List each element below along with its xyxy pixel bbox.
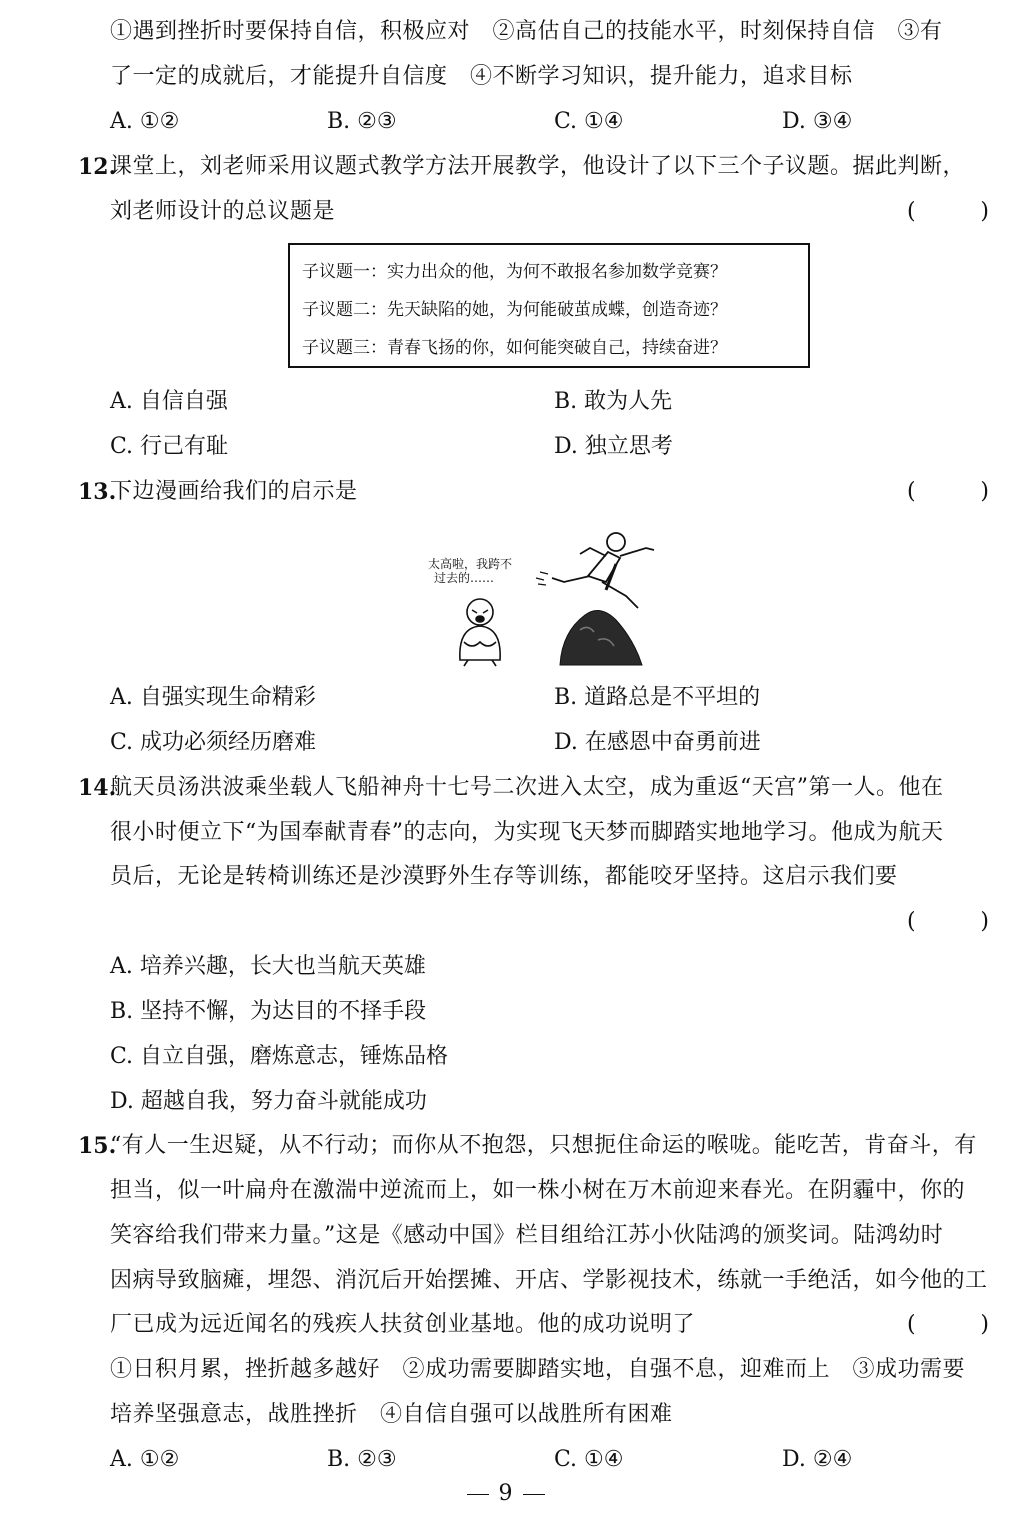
q15-statements-line-2: 培养坚强意志，战胜挫折 ④自信自强可以战胜所有困难: [110, 1402, 673, 1427]
footer-dash-right: [523, 1494, 545, 1495]
q13-option-d[interactable]: D. 在感恩中奋勇前进: [554, 730, 761, 755]
q11-option-a[interactable]: A. ①②: [110, 109, 180, 134]
q12-stem-line-2: 刘老师设计的总议题是: [110, 199, 336, 224]
q12-option-c[interactable]: C. 行己有耻: [110, 434, 229, 459]
q15-option-b[interactable]: B. ②③: [327, 1447, 397, 1472]
q14-stem-line-1: 航天员汤洪波乘坐载人飞船神舟十七号二次进入太空，成为重返“天宫”第一人。他在: [110, 775, 944, 800]
q11-statements-line-2: 了一定的成就后，才能提升自信度 ④不断学习知识，提升能力，追求目标: [110, 64, 853, 89]
q14-option-d[interactable]: D. 超越自我，努力奋斗就能成功: [110, 1089, 427, 1114]
paren-close: ): [980, 909, 989, 934]
q11-statements-line-1: ①遇到挫折时要保持自信，积极应对 ②高估自己的技能水平，时刻保持自信 ③有: [110, 19, 943, 44]
q14-stem-line-3: 员后，无论是转椅训练还是沙漠野外生存等训练，都能咬牙坚持。这启示我们要: [110, 864, 898, 889]
footer-dash-left: [467, 1494, 489, 1495]
page-footer: [0, 1481, 1011, 1506]
q11-option-b[interactable]: B. ②③: [327, 109, 397, 134]
q14-answer-blank[interactable]: [907, 907, 989, 937]
page-number: 9: [498, 1481, 513, 1506]
q15-stem-line-5: 厂已成为远近闻名的残疾人扶贫创业基地。他的成功说明了: [110, 1312, 696, 1337]
sub-topic-2: 子议题二：先天缺陷的她，为何能破茧成蝶，创造奇迹？: [302, 300, 727, 320]
sub-topic-3: 子议题三：青春飞扬的你，如何能突破自己，持续奋进？: [302, 338, 727, 358]
leaping-man-icon: [536, 533, 654, 608]
q15-stem-line-3: 笑容给我们带来力量。”这是《感动中国》栏目组给江苏小伙陆鸿的颁奖词。陆鸿幼时: [110, 1223, 944, 1248]
q12-answer-blank[interactable]: [907, 197, 989, 227]
q15-option-d[interactable]: D. ②④: [782, 1447, 853, 1472]
q11-option-c[interactable]: C. ①④: [554, 109, 624, 134]
cartoon-caption-1: 太高啦，我跨不: [428, 557, 513, 571]
cartoon-illustration: [420, 520, 680, 670]
q12-option-d[interactable]: D. 独立思考: [554, 434, 673, 459]
paren-close: ): [980, 1312, 989, 1337]
q15-answer-blank[interactable]: [907, 1310, 989, 1340]
paren-close: ): [980, 199, 989, 224]
paren-open: (: [907, 1312, 916, 1337]
q12-number: 12.: [78, 154, 117, 180]
paren-open: (: [907, 909, 916, 934]
q13-answer-blank[interactable]: [907, 477, 989, 507]
q11-option-d[interactable]: D. ③④: [782, 109, 853, 134]
cartoon-caption-2: 过去的……: [434, 571, 495, 585]
q15-number: 15.: [78, 1133, 117, 1159]
q13-stem: 下边漫画给我们的启示是: [110, 479, 358, 504]
q15-stem-line-2: 担当，似一叶扁舟在激湍中逆流而上，如一株小树在万木前迎来春光。在阴霾中，你的: [110, 1178, 966, 1203]
q14-option-c[interactable]: C. 自立自强，磨炼意志，锤炼品格: [110, 1044, 449, 1069]
q14-number: 14.: [78, 775, 117, 801]
q14-stem-line-2: 很小时便立下“为国奉献青春”的志向，为实现飞天梦而脚踏实地地学习。他成为航天: [110, 820, 944, 845]
q13-option-b[interactable]: B. 道路总是不平坦的: [554, 685, 761, 710]
q13-option-c[interactable]: C. 成功必须经历磨难: [110, 730, 317, 755]
q13-option-a[interactable]: A. 自强实现生命精彩: [110, 685, 316, 710]
paren-open: (: [907, 479, 916, 504]
q12-option-b[interactable]: B. 敢为人先: [554, 389, 673, 414]
sub-topic-1: 子议题一：实力出众的他，为何不敢报名参加数学竞赛？: [302, 262, 727, 282]
q14-option-a[interactable]: A. 培养兴趣，长大也当航天英雄: [110, 954, 426, 979]
q15-stem-line-4: 因病导致脑瘫，埋怨、消沉后开始摆摊、开店、学影视技术，练就一手绝活，如今他的工: [110, 1268, 988, 1293]
q15-statements-line-1: ①日积月累，挫折越多越好 ②成功需要脚踏实地，自强不息，迎难而上 ③成功需要: [110, 1357, 966, 1382]
q15-option-a[interactable]: A. ①②: [110, 1447, 180, 1472]
sub-topic-box: [288, 243, 810, 368]
rock-icon: [560, 611, 642, 665]
paren-close: ): [980, 479, 989, 504]
q15-option-c[interactable]: C. ①④: [554, 1447, 624, 1472]
q12-option-a[interactable]: A. 自信自强: [110, 389, 228, 414]
q15-stem-line-1: “有人一生迟疑，从不行动；而你从不抱怨，只想扼住命运的喉咙。能吃苦，肯奋斗，有: [110, 1133, 977, 1158]
q14-option-b[interactable]: B. 坚持不懈，为达目的不择手段: [110, 999, 427, 1024]
q13-number: 13.: [78, 479, 117, 505]
q12-stem-line-1: 课堂上，刘老师采用议题式教学方法开展教学，他设计了以下三个子议题。据此判断，: [110, 154, 966, 179]
crying-person-icon: [460, 599, 500, 666]
paren-open: (: [907, 199, 916, 224]
